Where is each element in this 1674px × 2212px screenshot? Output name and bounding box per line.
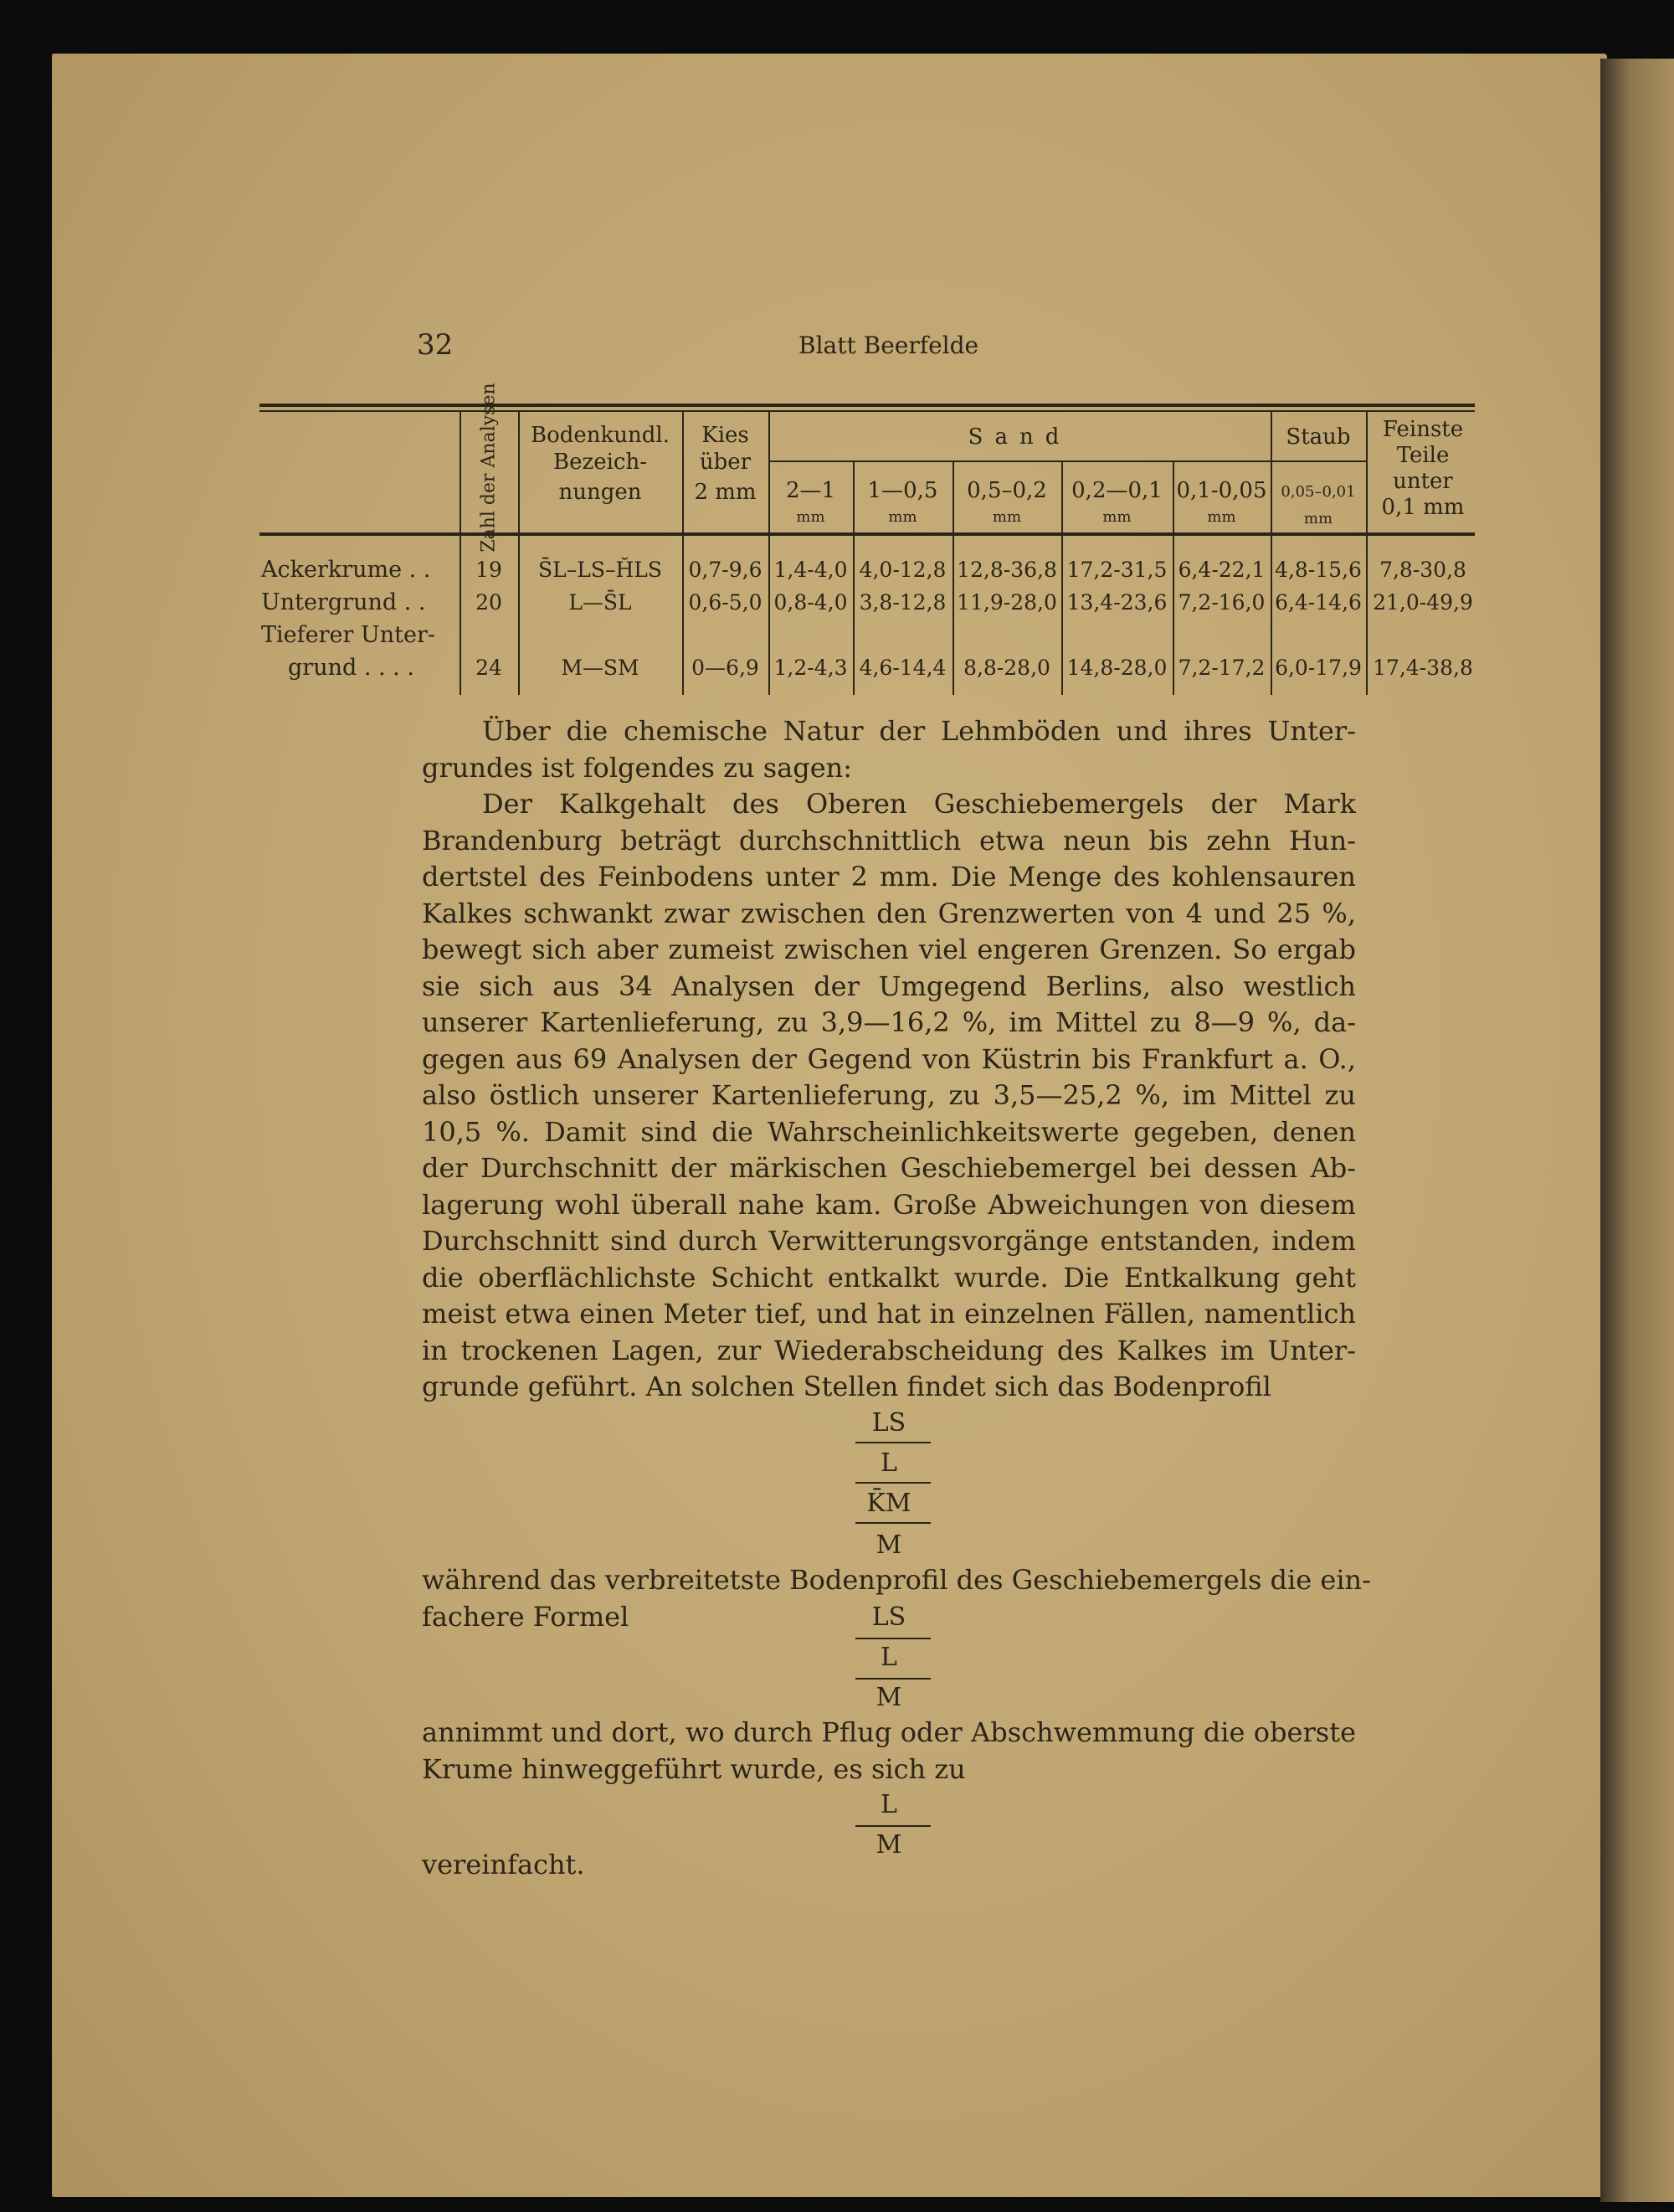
profile-layer: L xyxy=(881,1448,897,1478)
row-sand: 7,2-16,0 xyxy=(1178,590,1266,615)
col-header-kies: Kies über 2 mm xyxy=(694,423,757,505)
row-sand: 6,4-22,1 xyxy=(1178,558,1266,582)
row-label-cont: grund . . . . xyxy=(288,655,414,681)
col-header-bodenkundl: Bodenkundl. Bezeich- nungen xyxy=(530,423,670,505)
text-line: unserer Kartenlieferung, zu 3,9—16,2 %, im Mittel zu 8—9 %, da- xyxy=(422,1006,1356,1038)
row-sand: 17,2-31,5 xyxy=(1066,558,1168,582)
row-sand: 13,4-23,6 xyxy=(1066,590,1168,615)
profile-layer: L xyxy=(881,1790,897,1819)
row-sand: 0,8-4,0 xyxy=(773,590,848,615)
text-line: bewegt sich aber zumeist zwischen viel engeren Grenzen. So ergab xyxy=(422,934,1356,965)
text-line: die oberflächlichste Schicht entkalkt wurde. Die Entkalkung geht xyxy=(422,1261,1356,1294)
text-line: in trockenen Lagen, zur Wiederabscheidung des Kalkes im Unter- xyxy=(422,1334,1356,1366)
fraction-bar xyxy=(855,1678,931,1680)
row-kies: 0,6-5,0 xyxy=(688,590,763,615)
row-bezeichnung: S̄L–LS–H̆LS xyxy=(538,558,662,582)
row-bezeichnung: M—SM xyxy=(561,656,639,680)
text-line: Krume hinweggeführt wurde, es sich zu xyxy=(422,1753,966,1785)
profile-layer: M xyxy=(876,1830,902,1860)
text-line: fachere Formel xyxy=(422,1601,629,1633)
row-sand: 1,2-4,3 xyxy=(773,656,848,680)
row-sand: 4,6-14,4 xyxy=(859,656,947,680)
sand-col-3: 0,5–0,2 mm xyxy=(967,478,1047,526)
sand-col-5: 0,1-0,05 mm xyxy=(1176,478,1267,526)
col-header-staub: Staub xyxy=(1286,424,1351,450)
profile-layer: L xyxy=(881,1643,897,1672)
sand-col-1: 2—1 mm xyxy=(785,478,836,526)
page-number: 32 xyxy=(417,328,454,362)
fraction-bar xyxy=(855,1482,931,1484)
fraction-bar xyxy=(855,1825,931,1827)
row-sand: 1,4-4,0 xyxy=(773,558,848,582)
text-line: der Durchschnitt der märkischen Geschiebemergel bei dessen Ab- xyxy=(422,1152,1356,1184)
row-label: Ackerkrume . . xyxy=(261,557,431,583)
text-line: vereinfacht. xyxy=(422,1849,585,1880)
text-line: 10,5 %. Damit sind die Wahrscheinlichkeitswerte gegeben, denen xyxy=(422,1115,1356,1148)
col-header-feinste: Feinste Teile unter 0,1 mm xyxy=(1381,417,1465,520)
profile-layer: M xyxy=(876,1683,902,1712)
row-staub: 4,8-15,6 xyxy=(1275,558,1362,582)
fraction-bar xyxy=(855,1442,931,1443)
table-header-rule xyxy=(259,532,1475,536)
row-sand: 12,8-36,8 xyxy=(957,558,1057,582)
text-line: also östlich unserer Kartenlieferung, zu 3,5—25,2 %, im Mittel zu xyxy=(422,1079,1356,1111)
row-count: 24 xyxy=(475,656,502,680)
profile-layer: LS xyxy=(871,1408,906,1438)
text-line: meist etwa einen Meter tief, und hat in einzelnen Fällen, namentlich xyxy=(422,1298,1356,1330)
text-line: Durchschnitt sind durch Verwitterungsvorgänge entstanden, indem xyxy=(422,1225,1356,1257)
row-bezeichnung: L—S̄L xyxy=(568,590,632,615)
row-sand: 11,9-28,0 xyxy=(957,590,1057,615)
text-line: Brandenburg beträgt durchschnittlich etwa neun bis zehn Hun- xyxy=(422,824,1356,857)
table-divider xyxy=(1271,412,1272,695)
text-line: grundes ist folgendes zu sagen: xyxy=(422,751,853,784)
row-feinste: 17,4-38,8 xyxy=(1373,656,1473,680)
text-line: dertstel des Feinbodens unter 2 mm. Die Menge des kohlensauren xyxy=(422,861,1356,893)
sand-subheader-rule xyxy=(768,460,1271,462)
profile-layer: LS xyxy=(871,1602,906,1632)
table-top-rule xyxy=(259,404,1475,407)
row-sand: 3,8-12,8 xyxy=(859,590,947,615)
row-label: Untergrund . . xyxy=(261,589,426,615)
text-line: grunde geführt. An solchen Stellen findet sich das Bodenprofil xyxy=(422,1371,1271,1402)
row-kies: 0—6,9 xyxy=(691,656,759,680)
profile-layer: K̄M xyxy=(866,1489,911,1518)
row-label: Tieferer Unter- xyxy=(261,622,435,648)
text-line: lagerung wohl überall nahe kam. Große Abweichungen von diesem xyxy=(422,1188,1356,1221)
row-staub: 6,4-14,6 xyxy=(1275,590,1362,615)
text-line: Über die chemische Natur der Lehmböden und ihres Unter- xyxy=(482,715,1356,747)
table-divider xyxy=(768,412,770,695)
staub-subheader-rule xyxy=(1271,460,1366,462)
row-count: 19 xyxy=(475,558,502,582)
text-line: Der Kalkgehalt des Oberen Geschiebemergels der Mark xyxy=(482,788,1356,820)
text-line: annimmt und dort, wo durch Pflug oder Abschwemmung die oberste xyxy=(422,1716,1356,1748)
profile-layer: M xyxy=(876,1530,902,1560)
text-line: Kalkes schwankt zwar zwischen den Grenzwerten von 4 und 25 %, xyxy=(422,897,1356,929)
row-kies: 0,7-9,6 xyxy=(688,558,763,582)
fraction-bar xyxy=(855,1522,931,1524)
row-feinste: 7,8-30,8 xyxy=(1379,558,1466,582)
staub-range: 0,05–0,01 mm xyxy=(1281,483,1356,527)
text-line: während das verbreitetste Bodenprofil des Geschiebemergels die ein- xyxy=(422,1564,1371,1596)
col-header-sand: Sand xyxy=(968,424,1071,450)
row-sand: 4,0-12,8 xyxy=(859,558,947,582)
text-line: gegen aus 69 Analysen der Gegend von Küstrin bis Frankfurt a. O., xyxy=(422,1042,1356,1075)
sand-col-4: 0,2—0,1 mm xyxy=(1071,478,1163,526)
fraction-bar xyxy=(855,1638,931,1639)
row-staub: 6,0-17,9 xyxy=(1275,656,1362,680)
col-header-count: Zahl der Analysen xyxy=(478,382,500,553)
row-sand: 8,8-28,0 xyxy=(963,656,1050,680)
row-count: 20 xyxy=(475,590,502,615)
text-line: sie sich aus 34 Analysen der Umgegend Berlins, also westlich xyxy=(422,970,1356,1002)
table-top-rule-inner xyxy=(259,410,1475,412)
next-page-edge xyxy=(1600,59,1674,2202)
sand-col-2: 1—0,5 mm xyxy=(867,478,938,526)
body-paragraph xyxy=(422,713,1356,1406)
row-sand: 14,8-28,0 xyxy=(1066,656,1168,680)
row-feinste: 21,0-49,9 xyxy=(1373,590,1473,615)
page-title: Blatt Beerfelde xyxy=(798,332,979,359)
row-sand: 7,2-17,2 xyxy=(1178,656,1266,680)
